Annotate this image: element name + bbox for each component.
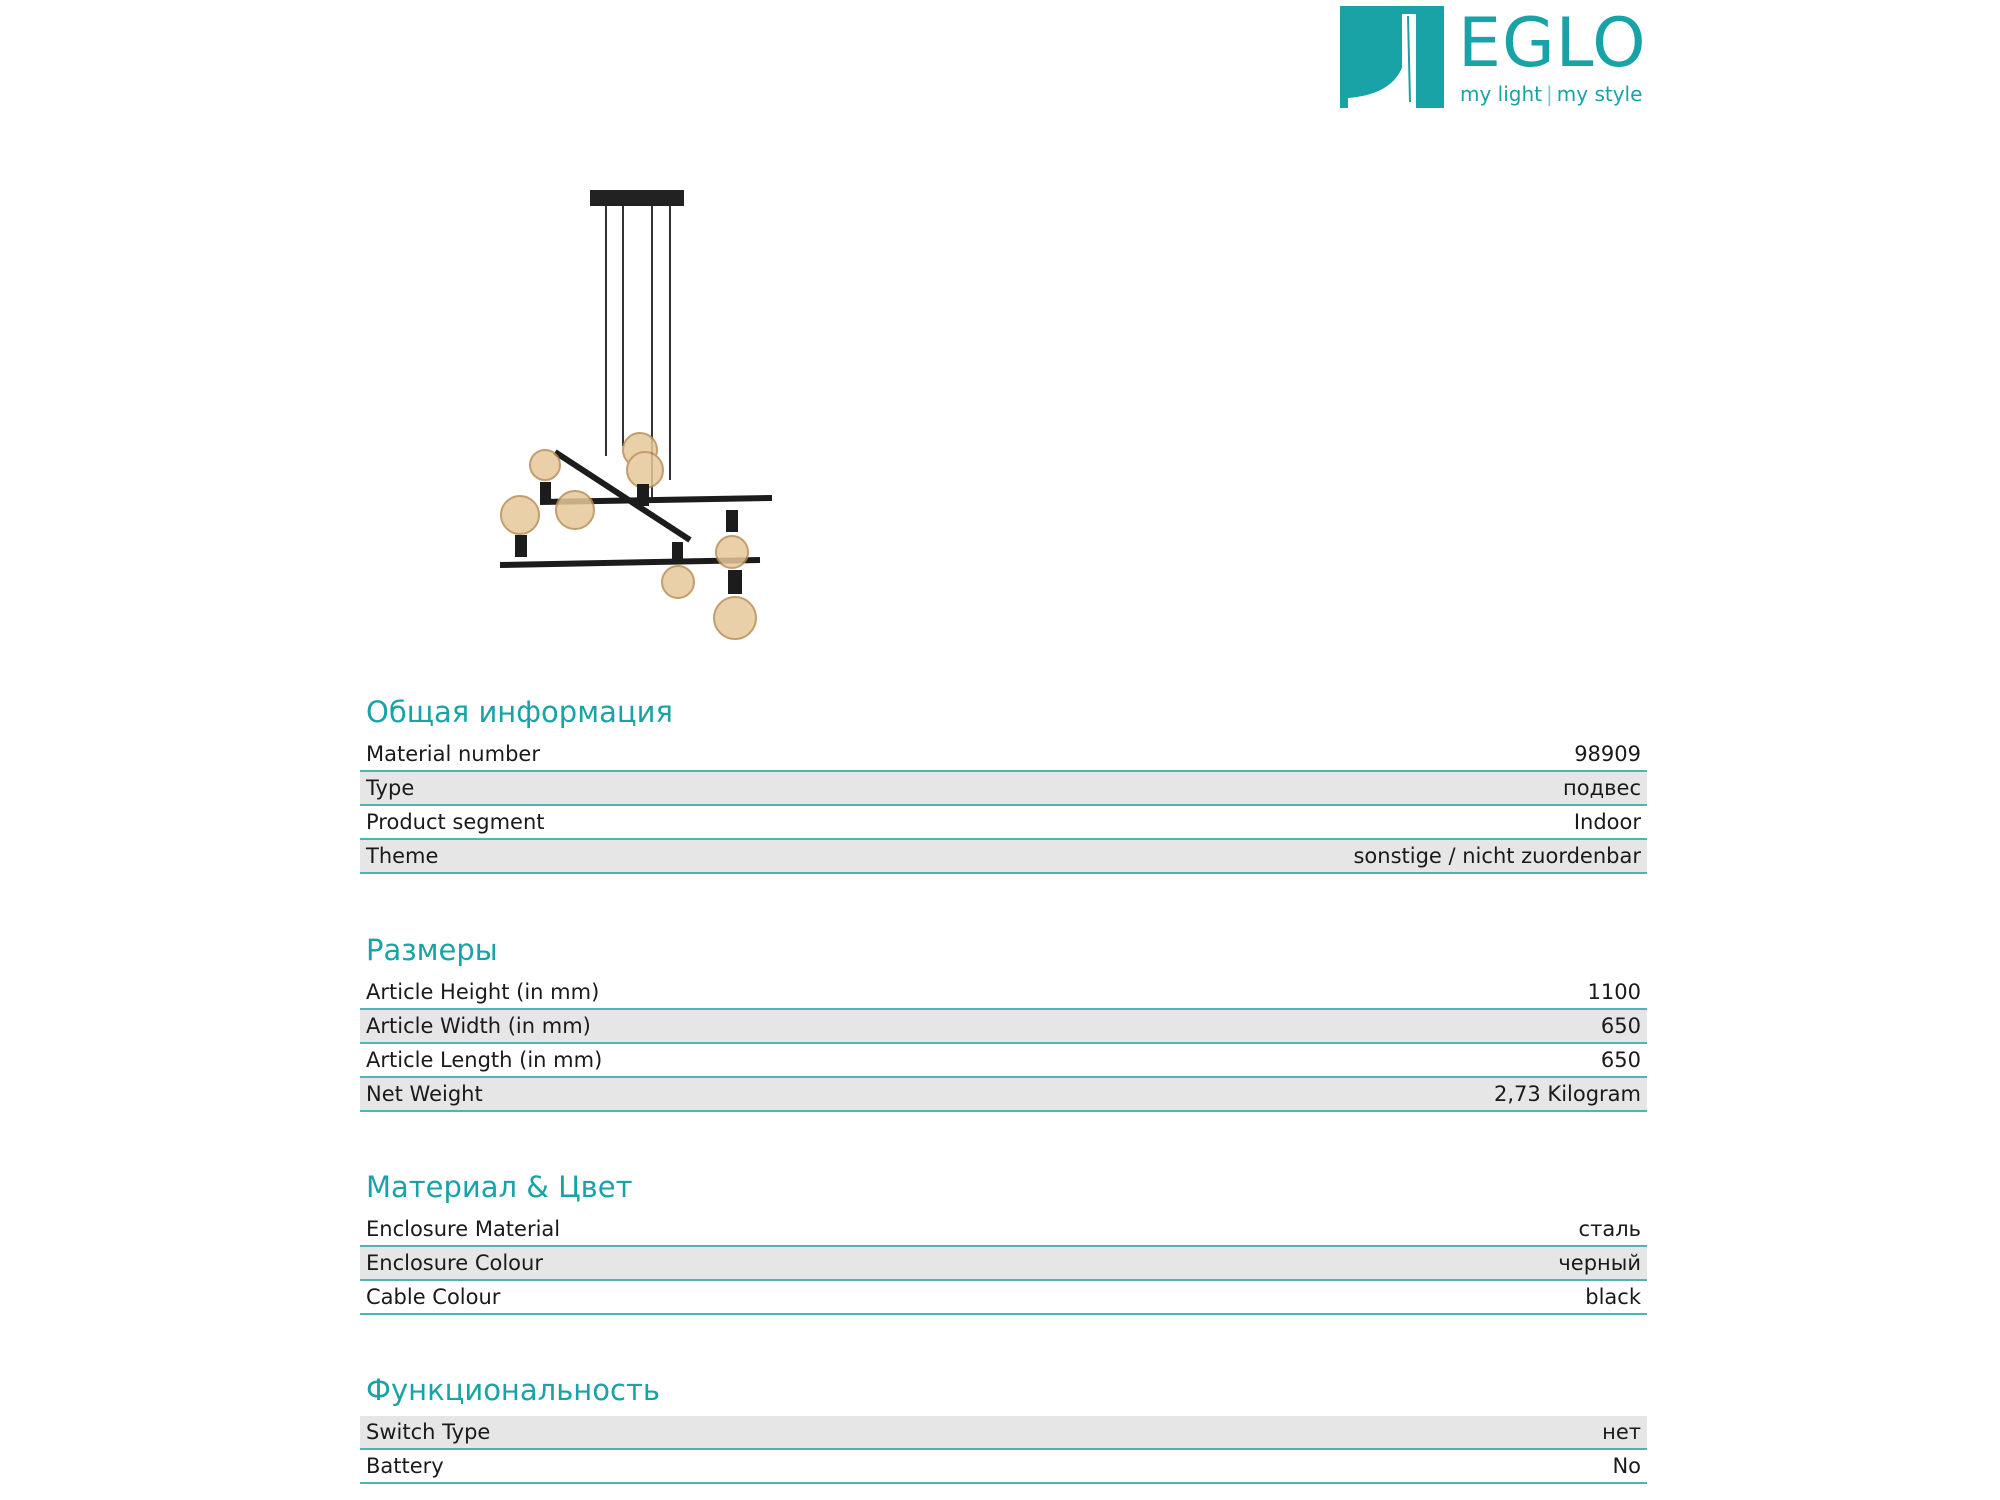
row-value: сталь bbox=[1578, 1217, 1641, 1241]
table-row bbox=[360, 1247, 1647, 1281]
table-row bbox=[360, 1044, 1647, 1078]
row-value: нет bbox=[1602, 1420, 1641, 1444]
row-label: Article Height (in mm) bbox=[366, 980, 600, 1004]
row-label: Net Weight bbox=[366, 1082, 483, 1106]
tagline-separator: | bbox=[1546, 82, 1553, 106]
section-title: Общая информация bbox=[366, 695, 673, 729]
row-value: 98909 bbox=[1574, 742, 1641, 766]
row-label: Article Width (in mm) bbox=[366, 1014, 591, 1038]
table-row bbox=[360, 1213, 1647, 1247]
section-title: Функциональность bbox=[366, 1373, 660, 1407]
row-label: Battery bbox=[366, 1454, 444, 1478]
table-row bbox=[360, 1010, 1647, 1044]
row-value: 1100 bbox=[1587, 980, 1641, 1004]
row-value: black bbox=[1585, 1285, 1641, 1309]
eglo-logo bbox=[1340, 6, 1650, 110]
row-label: Material number bbox=[366, 742, 540, 766]
row-label: Article Length (in mm) bbox=[366, 1048, 603, 1072]
section-title: Материал & Цвет bbox=[366, 1170, 633, 1204]
table-row bbox=[360, 840, 1647, 874]
row-label: Product segment bbox=[366, 810, 545, 834]
section-general-info bbox=[360, 690, 1647, 874]
eglo-logo-mark-icon bbox=[1340, 6, 1444, 108]
row-value: Indoor bbox=[1573, 810, 1641, 834]
row-label: Enclosure Material bbox=[366, 1217, 561, 1241]
row-value: 650 bbox=[1600, 1048, 1641, 1072]
row-label: Type bbox=[366, 776, 415, 800]
table-row bbox=[360, 1281, 1647, 1315]
table-row bbox=[360, 1450, 1647, 1484]
row-value: черный bbox=[1558, 1251, 1641, 1275]
logo-tagline bbox=[1460, 82, 1642, 106]
table-row bbox=[360, 976, 1647, 1010]
row-label: Enclosure Colour bbox=[366, 1251, 543, 1275]
row-value: подвес bbox=[1563, 776, 1641, 800]
table-row bbox=[360, 1416, 1647, 1450]
tagline-left: my light bbox=[1460, 82, 1543, 106]
logo-wordmark: EGLO bbox=[1458, 4, 1647, 83]
row-value: No bbox=[1612, 1454, 1641, 1478]
row-value: sonstige / nicht zuordenbar bbox=[1353, 844, 1641, 868]
table-row bbox=[360, 738, 1647, 772]
product-image bbox=[480, 180, 780, 650]
row-label: Theme bbox=[366, 844, 439, 868]
table-row bbox=[360, 772, 1647, 806]
section-functionality bbox=[360, 1368, 1647, 1484]
table-row bbox=[360, 1078, 1647, 1112]
table-row bbox=[360, 806, 1647, 840]
row-value: 650 bbox=[1600, 1014, 1641, 1038]
pendant-lamp-illustration bbox=[500, 190, 772, 639]
section-material-color bbox=[360, 1165, 1647, 1315]
row-label: Switch Type bbox=[366, 1420, 491, 1444]
tagline-right: my style bbox=[1556, 82, 1643, 106]
row-label: Cable Colour bbox=[366, 1285, 501, 1309]
section-title: Размеры bbox=[366, 933, 498, 967]
row-value: 2,73 Kilogram bbox=[1493, 1082, 1641, 1106]
section-dimensions bbox=[360, 928, 1647, 1112]
